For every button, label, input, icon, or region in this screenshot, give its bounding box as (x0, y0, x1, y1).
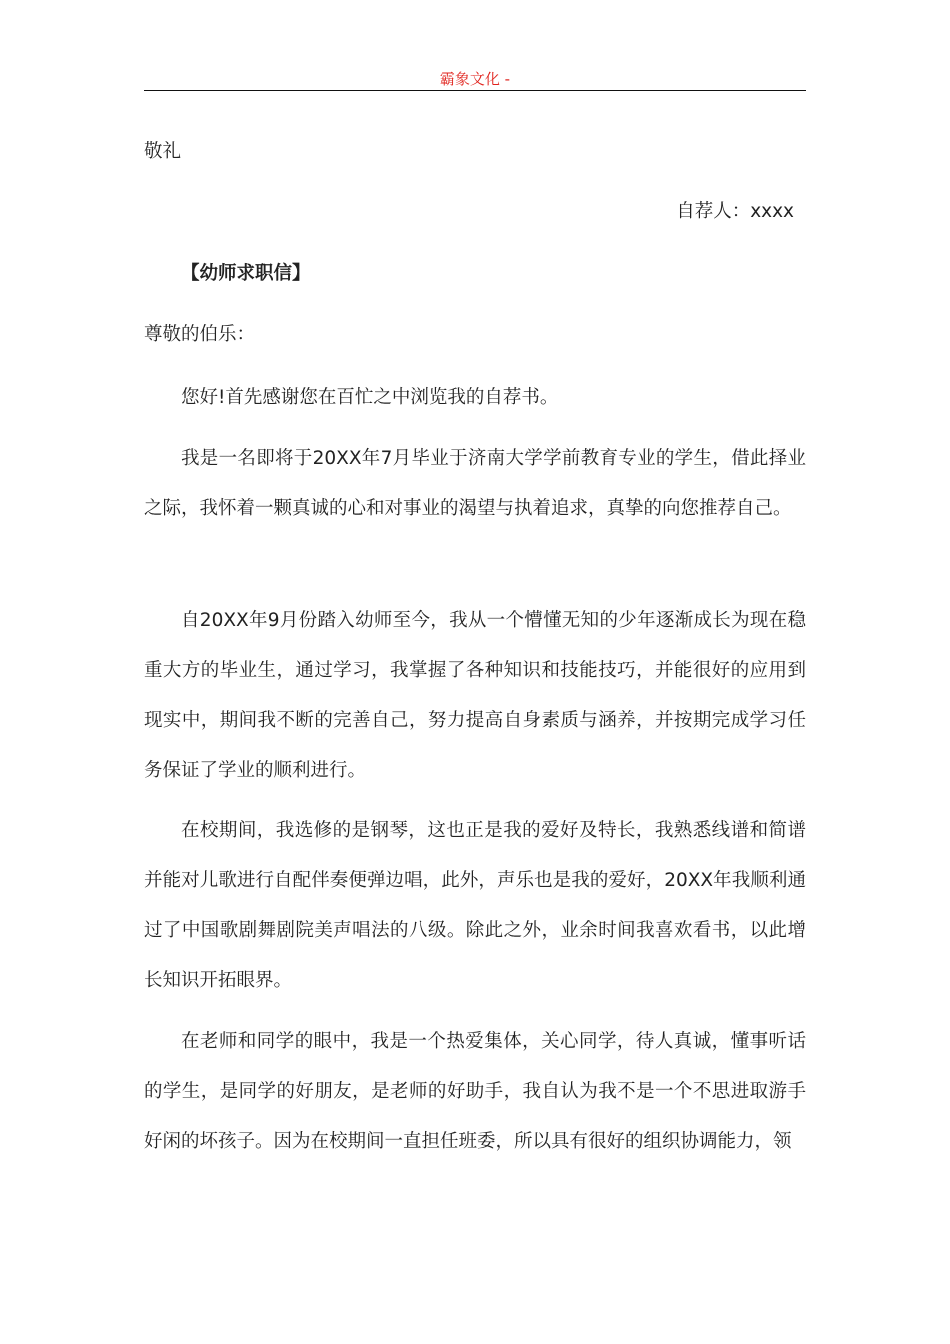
header-divider (144, 90, 806, 91)
paragraph-character: 在老师和同学的眼中，我是一个热爱集体，关心同学，待人真诚，懂事听话的学生，是同学的好朋友，是老师的好助手，我自认为我不是一个不思进取游手好闲的坏孩子。因为在校期间一直担任班委，所以具有很好的组织协调能力，领 (144, 1031, 806, 1152)
letter-salutation: 尊敬的伯乐： (144, 324, 256, 345)
paragraph-greeting: 您好!首先感谢您在百忙之中浏览我的自荐书。 (181, 387, 559, 408)
closing-regards: 敬礼 (144, 141, 182, 162)
document-page (144, 0, 806, 1344)
paragraph-introduction: 我是一名即将于20XX年7月毕业于济南大学学前教育专业的学生，借此择业之际，我怀着一颗真诚的心和对事业的渴望与执着追求，真挚的向您推荐自己。 (144, 448, 806, 519)
signature-line: 自荐人：xxxx (676, 201, 794, 222)
letter-title: 【幼师求职信】 (181, 263, 311, 284)
paragraph-study: 自20XX年9月份踏入幼师至今，我从一个懵懂无知的少年逐渐成长为现在稳重大方的毕业生，通过学习，我掌握了各种知识和技能技巧，并能很好的应用到现实中，期间我不断的完善自己，努力提高自身素质与涵养，并按期完成学习任务保证了学业的顺利进行。 (144, 610, 806, 781)
page-header-title: 霸象文化 - (439, 70, 511, 88)
paragraph-hobbies: 在校期间，我选修的是钢琴，这也正是我的爱好及特长，我熟悉线谱和简谱并能对儿歌进行自配伴奏便弹边唱，此外，声乐也是我的爱好，20XX年我顺利通过了中国歌剧舞剧院美声唱法的八级。除此之外，业余时间我喜欢看书，以此增长知识开拓眼界。 (144, 820, 806, 991)
